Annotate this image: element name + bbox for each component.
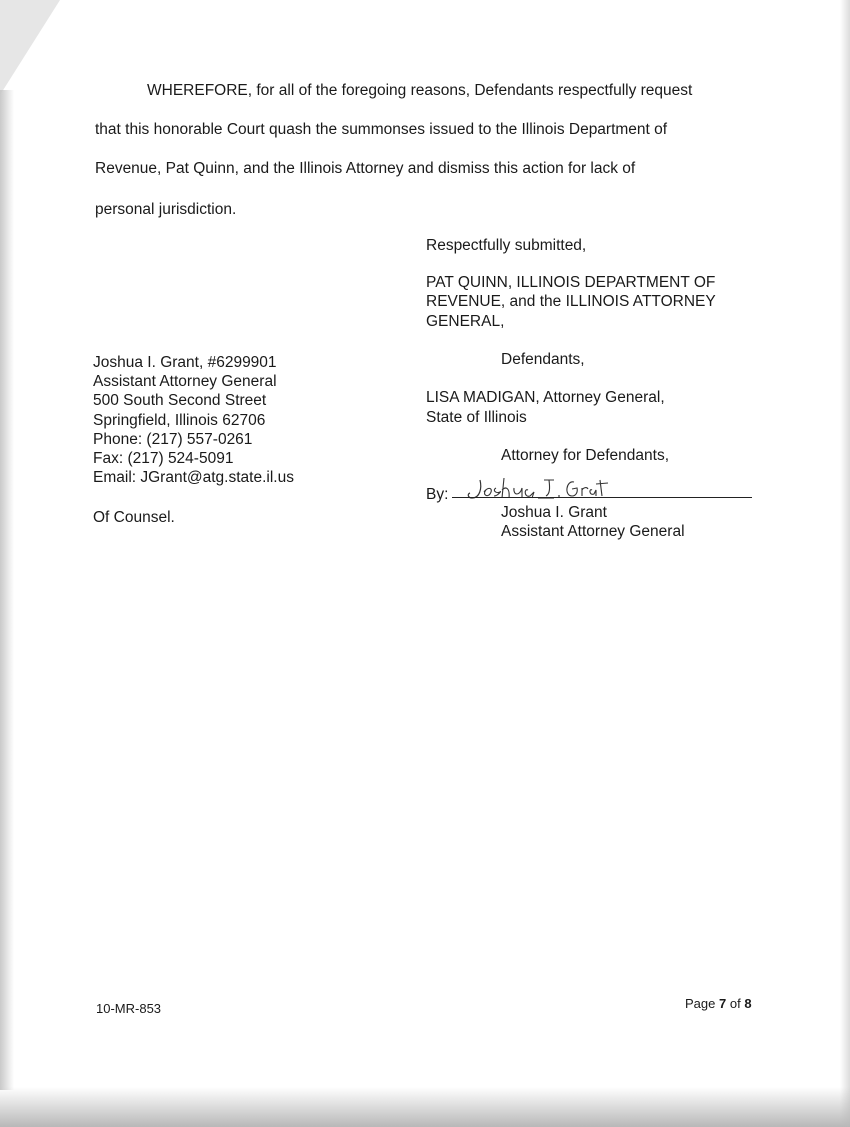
counsel-name: Joshua I. Grant, #6299901 xyxy=(93,354,277,371)
counsel-email: Email: JGrant@atg.state.il.us xyxy=(93,469,294,486)
handwritten-signature xyxy=(462,474,612,504)
page-indicator xyxy=(685,996,752,1011)
paragraph-line-2: that this honorable Court quash the summonses issued to the Illinois Department of xyxy=(95,121,668,138)
counsel-phone: Phone: (217) 557-0261 xyxy=(93,431,253,448)
counsel-street: 500 South Second Street xyxy=(93,392,267,409)
signer-title: Assistant Attorney General xyxy=(501,523,685,540)
scan-right-shadow xyxy=(840,0,850,1127)
page-word: Page xyxy=(685,996,716,1011)
madigan-line-2: State of Illinois xyxy=(426,409,527,426)
scan-bottom-shadow xyxy=(0,1087,850,1127)
page-total: 8 xyxy=(744,996,752,1011)
of-counsel: Of Counsel. xyxy=(93,509,175,526)
paragraph-line-1: WHEREFORE, for all of the foregoing reasons, Defendants respectfully request xyxy=(147,82,693,99)
parties-line-3: GENERAL, xyxy=(426,313,505,330)
signature-line xyxy=(452,497,752,498)
parties-line-1: PAT QUINN, ILLINOIS DEPARTMENT OF xyxy=(426,274,716,291)
scan-corner-fold xyxy=(0,0,60,95)
counsel-city: Springfield, Illinois 62706 xyxy=(93,412,266,429)
paragraph-line-4: personal jurisdiction. xyxy=(95,201,237,218)
counsel-fax: Fax: (217) 524-5091 xyxy=(93,450,234,467)
madigan-line-1: LISA MADIGAN, Attorney General, xyxy=(426,389,665,406)
defendants-label: Defendants, xyxy=(501,351,585,368)
paragraph-line-3: Revenue, Pat Quinn, and the Illinois Attorney and dismiss this action for lack of xyxy=(95,160,636,177)
counsel-title: Assistant Attorney General xyxy=(93,373,277,390)
page-current: 7 xyxy=(719,996,727,1011)
page-of: of xyxy=(729,996,741,1011)
respectfully-submitted: Respectfully submitted, xyxy=(426,237,587,254)
scan-left-shadow xyxy=(0,90,14,1090)
by-label: By: xyxy=(426,486,449,503)
parties-line-2: REVENUE, and the ILLINOIS ATTORNEY xyxy=(426,293,716,310)
signer-name: Joshua I. Grant xyxy=(501,504,607,521)
attorney-for-defendants: Attorney for Defendants, xyxy=(501,447,670,464)
case-number: 10-MR-853 xyxy=(96,1001,162,1016)
